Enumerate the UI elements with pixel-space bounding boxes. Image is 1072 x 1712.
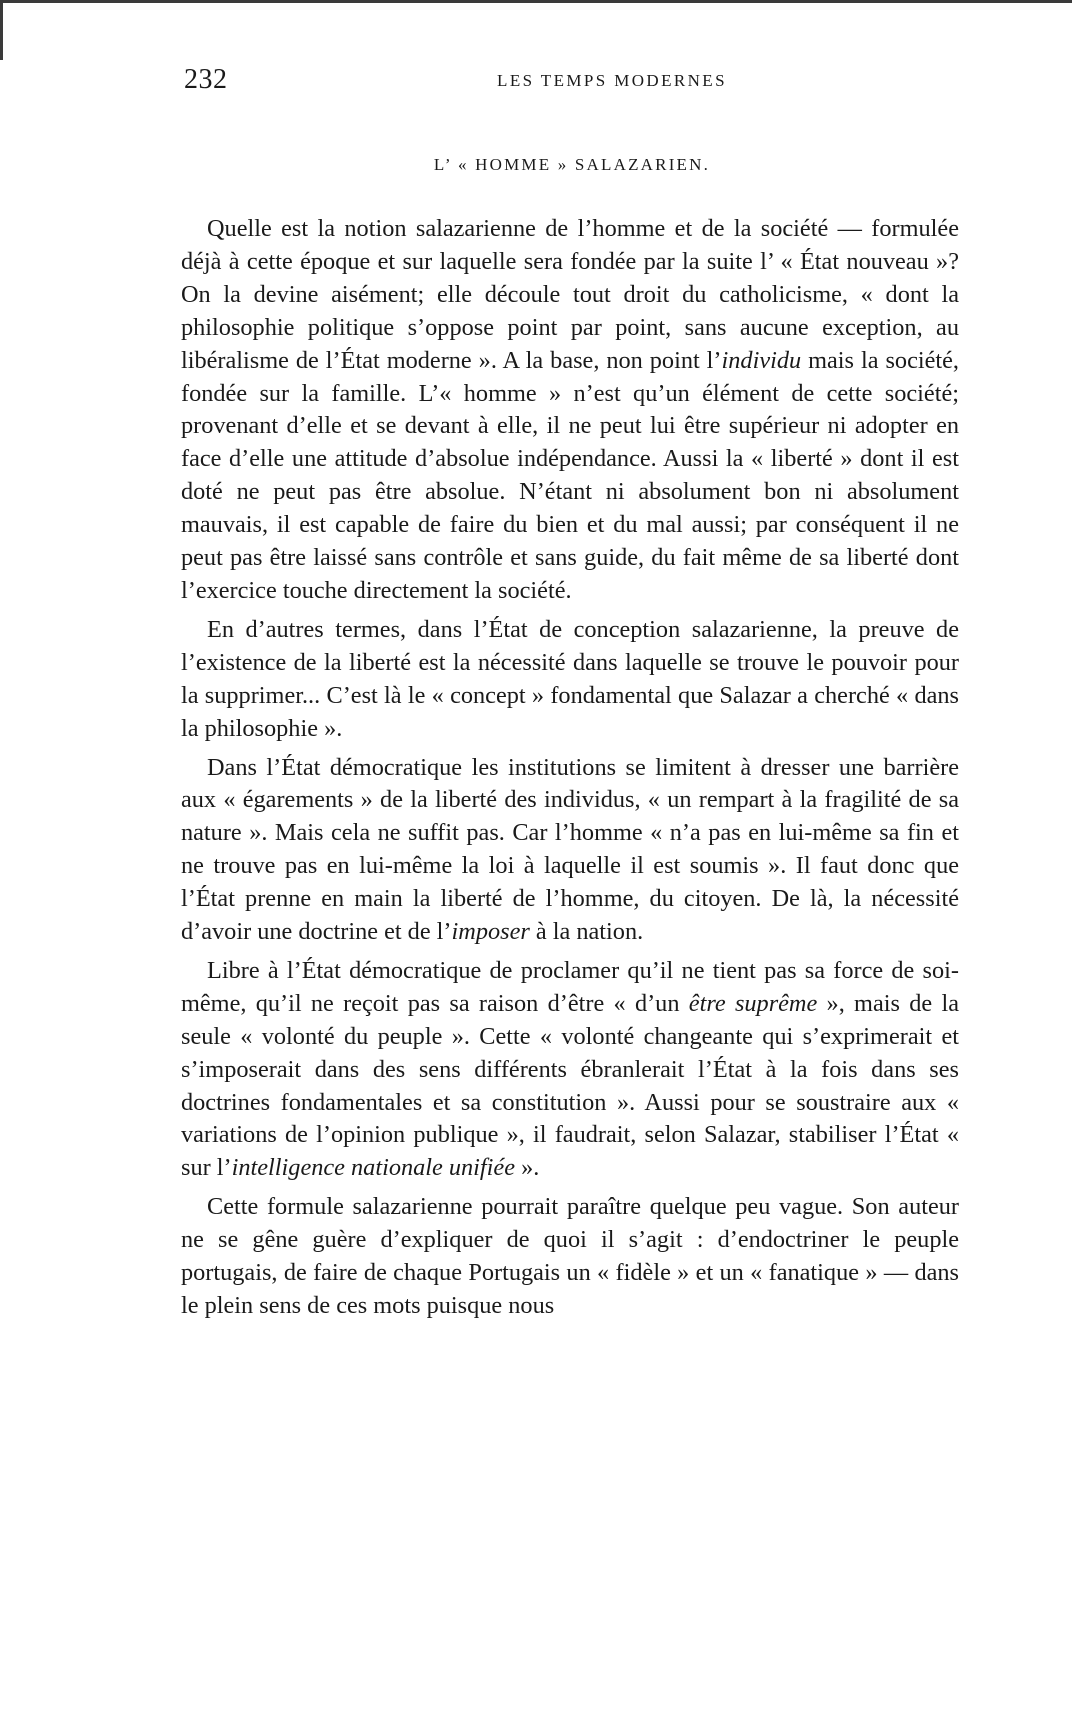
- text-run: Cette formule salazarienne pourrait paraître quelque peu vague. Son auteur ne se gêne guère d’expliquer de quoi il s’agit : d’endoctriner le peuple portugais, de faire de chaque Portugais un « fidèle » et un « fanatique » — dans le plein sens de ces mots puisque nous: [181, 1193, 959, 1319]
- section-title: L’ « HOMME » SALAZARIEN.: [433, 155, 711, 174]
- paragraph-4: [181, 955, 959, 1185]
- text-run: ».: [515, 1154, 540, 1182]
- text-run: à la nation.: [529, 918, 644, 946]
- text-run: Dans l’État démocratique les institutions se limitent à dresser une barrière aux « égarements » de la liberté des individus, « un rempart à la fragilité de sa nature ». Mais cela ne suffit pas. Car l’homme « n’a pas en lui-même sa fin et ne trouve pas en lui-même la loi à laquelle il est soumis ». Il faut donc que l’État prenne en main la liberté de l’homme, du citoyen. De là, la nécessité d’avoir une doctrine et de l’: [181, 753, 959, 946]
- italic-text-run: imposer: [451, 918, 530, 946]
- text-run: Libre à l’État démocratique de proclamer qu’il ne tient pas sa force de soi-même, qu’il ne reçoit pas sa raison d’être « d’un: [181, 956, 959, 1017]
- paragraph-3: [181, 752, 959, 949]
- text-run: En d’autres termes, dans l’État de conception salazarienne, la preuve de l’existence de la liberté est la nécessité dans laquelle se trouve le pouvoir pour la supprimer... C’est là le « concept » fondamental que Salazar a cherché « dans la philosophie ».: [181, 615, 959, 742]
- paragraph-5: [181, 1191, 959, 1323]
- scan-border-top: [0, 0, 1072, 3]
- italic-text-run: intelligence nationale unifiée: [231, 1154, 516, 1182]
- paragraph-2: [181, 614, 959, 746]
- scan-border-left: [0, 0, 3, 60]
- running-head: LES TEMPS MODERNES: [497, 71, 727, 90]
- text-run: Quelle est la notion salazarienne de l’homme et de la société — formulée déjà à cette époque et sur laquelle sera fondée par la suite l’ « État nouveau »? On la devine aisément; elle découle tout droit du catholicisme, « dont la philosophie politique s’oppose point par point, sans aucune exception, au libéralisme de l’État moderne ». A la base, non point l’: [181, 215, 959, 374]
- page-number: 232: [184, 64, 228, 95]
- paragraph-1: [181, 213, 959, 608]
- text-run: », mais de la seule « volonté du peuple ». Cette « volonté changeante qui s’exprimerait et s’imposerait dans des sens différents ébranlerait l’État à la fois dans ses doctrines fondamentales et sa constitution ». Aussi pour se soustraire aux « variations de l’opinion publique », il faudrait, selon Salazar, stabiliser l’État « sur l’: [181, 989, 959, 1182]
- page-header: [184, 64, 960, 100]
- italic-text-run: être suprême: [688, 989, 818, 1017]
- text-run: mais la société, fondée sur la famille. L’« homme » n’est qu’un élément de cette société; provenant d’elle et se devant à elle, il ne peut lui être supérieur ni adopter en face d’elle une attitude d’absolue indépendance. Aussi la « liberté » dont il est doté ne peut pas être absolue. N’étant ni absolument bon ni absolument mauvais, il est capable de faire du bien et du mal aussi; par conséquent il ne peut pas être laissé sans contrôle et sans guide, du fait même de sa liberté dont l’exercice touche directement la société.: [181, 346, 959, 604]
- italic-text-run: individu: [721, 346, 802, 374]
- body-text: [181, 213, 959, 1323]
